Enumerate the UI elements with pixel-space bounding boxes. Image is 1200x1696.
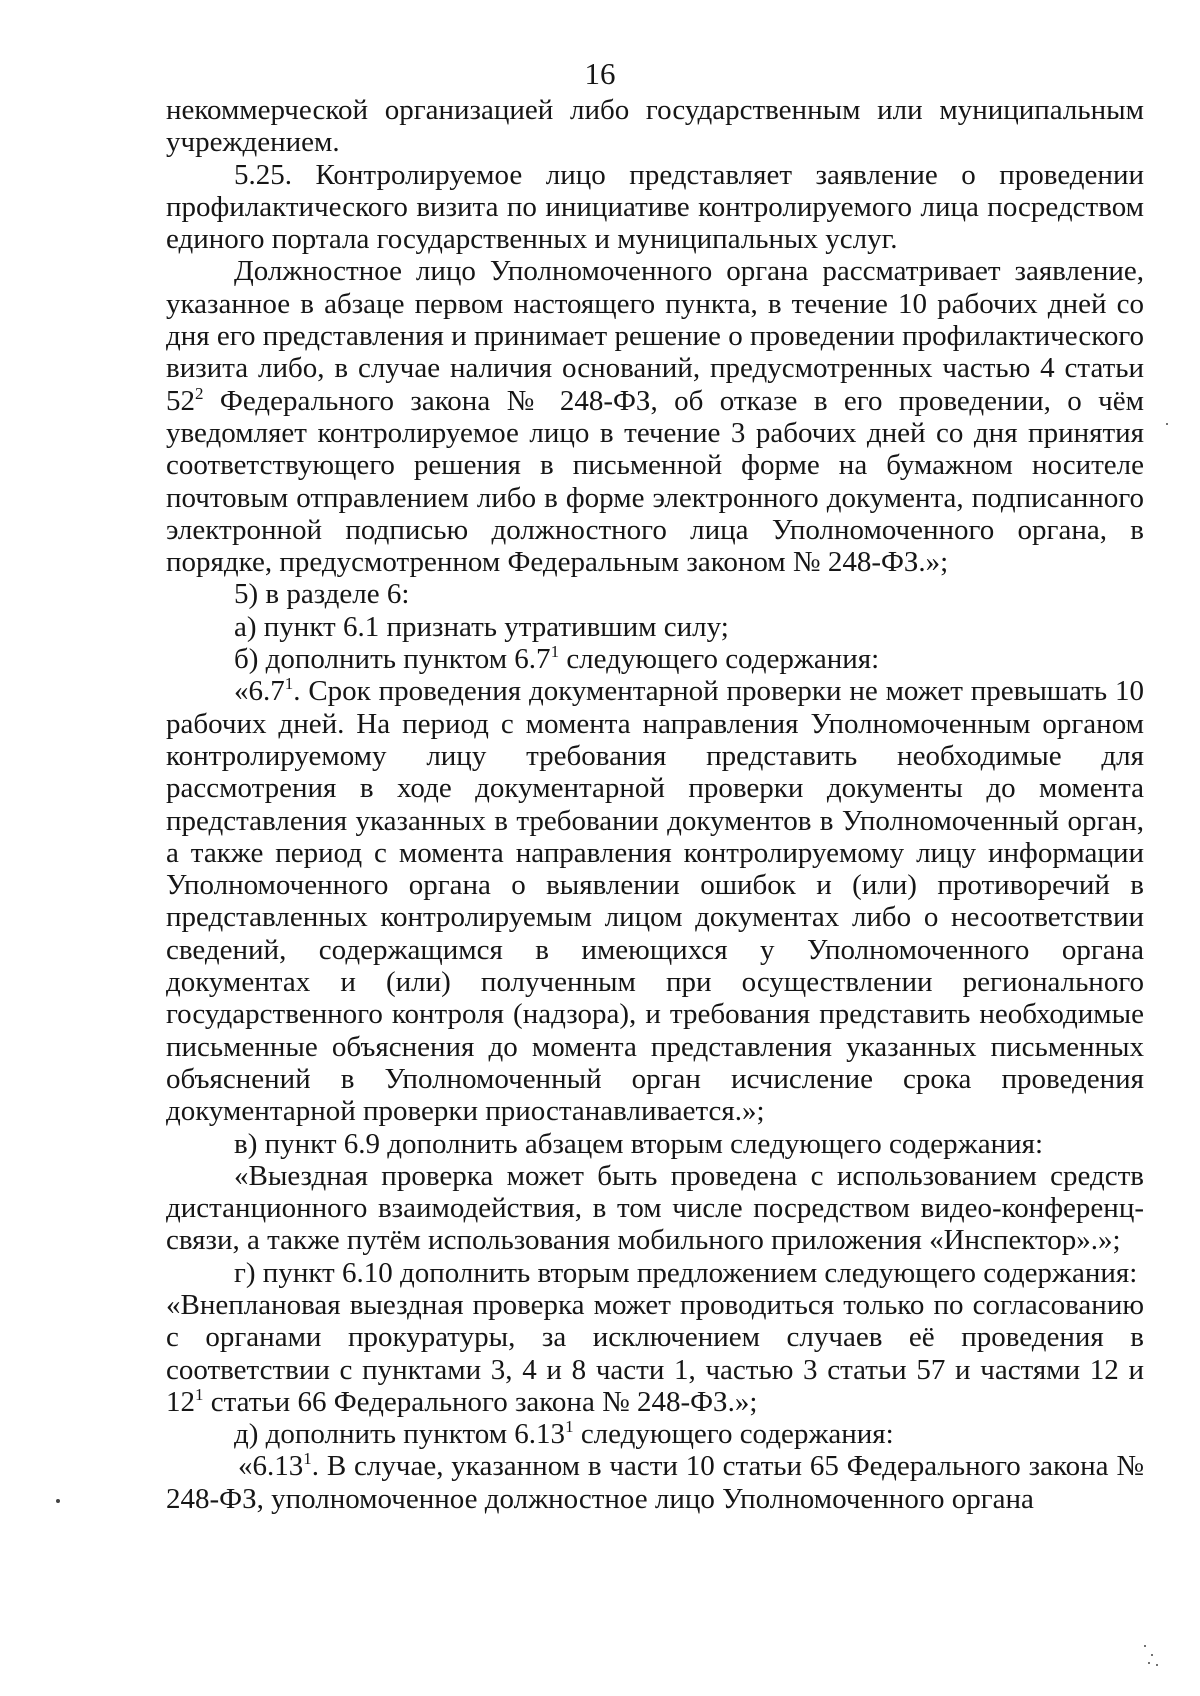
text-run: статьи 66 Федерального закона № 248-ФЗ.»; (203, 1385, 758, 1418)
superscript: 1 (195, 1384, 204, 1404)
text-run: Должностное лицо Уполномоченного органа рассматривает заявление, указанное в абзаце первом настоящего пункта, в течение 10 рабочих дней со дня его представления и принимает решение о проведении профилактического визита либо, в случае наличия оснований, предусмотренных частью 4 статьи 52 (166, 255, 1144, 417)
paragraph-continuation: некоммерческой организацией либо государственным или муниципальным учреждением. (166, 94, 1144, 159)
text-run: следующего содержания: (573, 1418, 894, 1451)
superscript: 1 (565, 1417, 574, 1437)
paragraph-5-25: 5.25. Контролируемое лицо представляет заявление о проведении профилактического визита по инициативе контролируемого лица посредством единого портала государственных и муниципальных услуг. (166, 158, 1144, 256)
scan-speck (1144, 1645, 1146, 1647)
paragraph-item-v: в) пункт 6.9 дополнить абзацем вторым следующего содержания: (234, 1127, 1043, 1160)
scan-speck (1156, 1664, 1158, 1666)
superscript: 1 (550, 642, 560, 662)
paragraph-item-g: г) пункт 6.10 дополнить вторым предложением следующего содержания: (234, 1256, 1138, 1289)
text-run: . Срок проведения документарной проверки не может превышать 10 рабочих дней. На период с момента направления Уполномоченным органом контролируемому лицу требования представить необходимые для рассмотрения в ходе документарной проверки документы до момента представления указанных в требовании документов в Уполномоченный орган, а также период с момента направления контролируемому лицу информации Уполномоченного органа о выявлении ошибок и (или) противоречий в представленных контролируемым лицом документах либо о несоответствии сведений, содержащимся в имеющихся у Уполномоченного органа документах и (или) полученным при осуществлении регионального государственного контроля (надзора), и требования представить необходимые письменные объяснения до момента представления указанных письменных объяснений в Уполномоченный орган исчисление срока проведения документарной проверки приостанавливается.»; (166, 675, 1144, 1128)
text-run: следующего содержания: (559, 643, 880, 676)
paragraph-section-6: 5) в разделе 6: (234, 578, 410, 611)
text-run: б) дополнить пунктом 6.7 (234, 643, 551, 676)
paragraph-official-review (166, 255, 1144, 578)
scan-speck (1166, 423, 1168, 425)
text-run: «6.13 (238, 1450, 304, 1483)
paragraph-onsite-inspection: «Выездная проверка может быть проведена с использованием средств дистанционного взаимодействия, в том числе посредством видео-конференц-связи, а также путём использования мобильного приложения «Инспектор».»; (166, 1159, 1144, 1257)
paragraph-6-7-1 (166, 675, 1144, 1127)
text-run: д) дополнить пунктом 6.13 (234, 1418, 566, 1451)
text-run: Федерального закона № 248-ФЗ, об отказе в его проведении, о чём уведомляет контролируемое лицо в течение 3 рабочих дней со дня принятия соответствующего решения в письменной форме на бумажном носителе почтовым отправлением либо в форме электронного документа, подписанного электронной подписью должностного лица Уполномоченного органа, в порядке, предусмотренном Федеральным законом № 248-ФЗ.»; (166, 384, 1144, 579)
paragraph-unscheduled-inspection (166, 1289, 1144, 1418)
page-number: 16 (584, 56, 616, 91)
text-run: «6.7 (234, 675, 285, 708)
paragraph-6-13-1 (166, 1450, 1144, 1515)
scan-speck (1151, 1654, 1153, 1656)
superscript: 2 (195, 383, 204, 403)
document-body (166, 94, 1144, 1515)
superscript: 1 (284, 674, 294, 694)
paragraph-item-a: а) пункт 6.1 признать утратившим силу; (234, 610, 729, 643)
scan-speck (1148, 1662, 1150, 1664)
scan-speck (56, 1499, 60, 1503)
paragraph-item-d (166, 1418, 1144, 1450)
text-run: «Внеплановая выездная проверка может проводиться только по согласованию с органами прокуратуры, за исключением случаев её проведения в соответствии с пунктами 3, 4 и 8 части 1, частью 3 статьи 57 и частями 12 и 12 (166, 1288, 1144, 1418)
paragraph-item-b (166, 643, 1144, 675)
text-run: . В случае, указанном в части 10 статьи 65 Федерального закона № 248-ФЗ, уполномоченное должностное лицо Уполномоченного органа (166, 1450, 1144, 1515)
superscript: 1 (303, 1449, 312, 1469)
